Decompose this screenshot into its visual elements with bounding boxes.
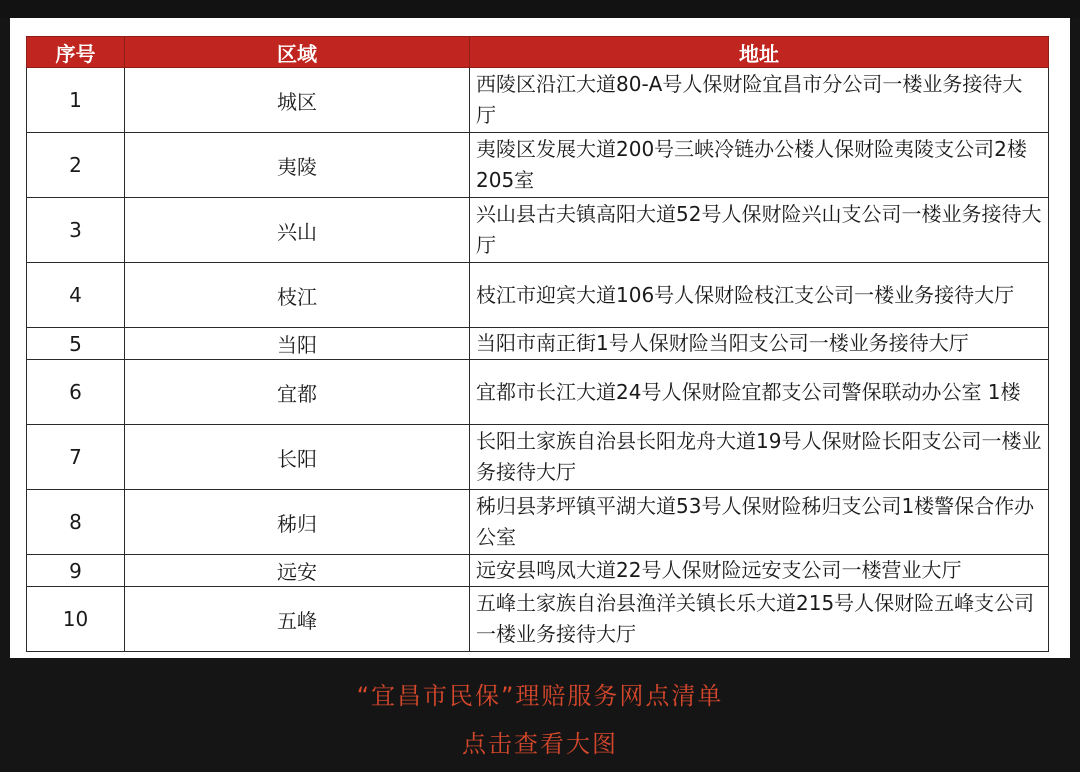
row-number: 8 (27, 490, 125, 555)
row-number: 3 (27, 198, 125, 263)
row-address: 五峰土家族自治县渔洋关镇长乐大道215号人保财险五峰支公司一楼业务接待大厅 (470, 587, 1049, 652)
row-address: 西陵区沿江大道80-A号人保财险宜昌市分公司一楼业务接待大厅 (470, 68, 1049, 133)
table-row (27, 587, 1049, 652)
row-number: 2 (27, 133, 125, 198)
row-area: 五峰 (125, 587, 470, 652)
row-area: 枝江 (125, 263, 470, 328)
row-area: 城区 (125, 68, 470, 133)
table-row (27, 133, 1049, 198)
row-area: 宜都 (125, 360, 470, 425)
row-number: 1 (27, 68, 125, 133)
table-row (27, 68, 1049, 133)
claims-service-points-table (26, 36, 1049, 652)
row-number: 7 (27, 425, 125, 490)
header-number: 序号 (27, 37, 125, 68)
table-row (27, 328, 1049, 360)
row-address: 夷陵区发展大道200号三峡冷链办公楼人保财险夷陵支公司2楼205室 (470, 133, 1049, 198)
view-large-image-link[interactable]: 点击查看大图 (462, 730, 618, 758)
header-address: 地址 (470, 37, 1049, 68)
table-row (27, 425, 1049, 490)
row-address: 当阳市南正街1号人保财险当阳支公司一楼业务接待大厅 (470, 328, 1049, 360)
row-address: 秭归县茅坪镇平湖大道53号人保财险秭归支公司1楼警保合作办公室 (470, 490, 1049, 555)
row-address: 宜都市长江大道24号人保财险宜都支公司警保联动办公室 1楼 (470, 360, 1049, 425)
row-address: 远安县鸣凤大道22号人保财险远安支公司一楼营业大厅 (470, 555, 1049, 587)
table-header-row (27, 37, 1049, 68)
row-number: 5 (27, 328, 125, 360)
row-area: 远安 (125, 555, 470, 587)
row-number: 6 (27, 360, 125, 425)
table-row (27, 555, 1049, 587)
row-area: 当阳 (125, 328, 470, 360)
row-area: 秭归 (125, 490, 470, 555)
table-row (27, 360, 1049, 425)
row-number: 9 (27, 555, 125, 587)
header-area: 区域 (125, 37, 470, 68)
table-row (27, 490, 1049, 555)
table-row (27, 263, 1049, 328)
row-address: 枝江市迎宾大道106号人保财险枝江支公司一楼业务接待大厅 (470, 263, 1049, 328)
table-row (27, 198, 1049, 263)
row-address: 兴山县古夫镇高阳大道52号人保财险兴山支公司一楼业务接待大厅 (470, 198, 1049, 263)
row-number: 4 (27, 263, 125, 328)
row-number: 10 (27, 587, 125, 652)
row-address: 长阳土家族自治县长阳龙舟大道19号人保财险长阳支公司一楼业务接待大厅 (470, 425, 1049, 490)
top-band (0, 0, 1080, 18)
caption-title: “宜昌市民保”理赔服务网点清单 (356, 682, 724, 710)
row-area: 长阳 (125, 425, 470, 490)
row-area: 兴山 (125, 198, 470, 263)
row-area: 夷陵 (125, 133, 470, 198)
